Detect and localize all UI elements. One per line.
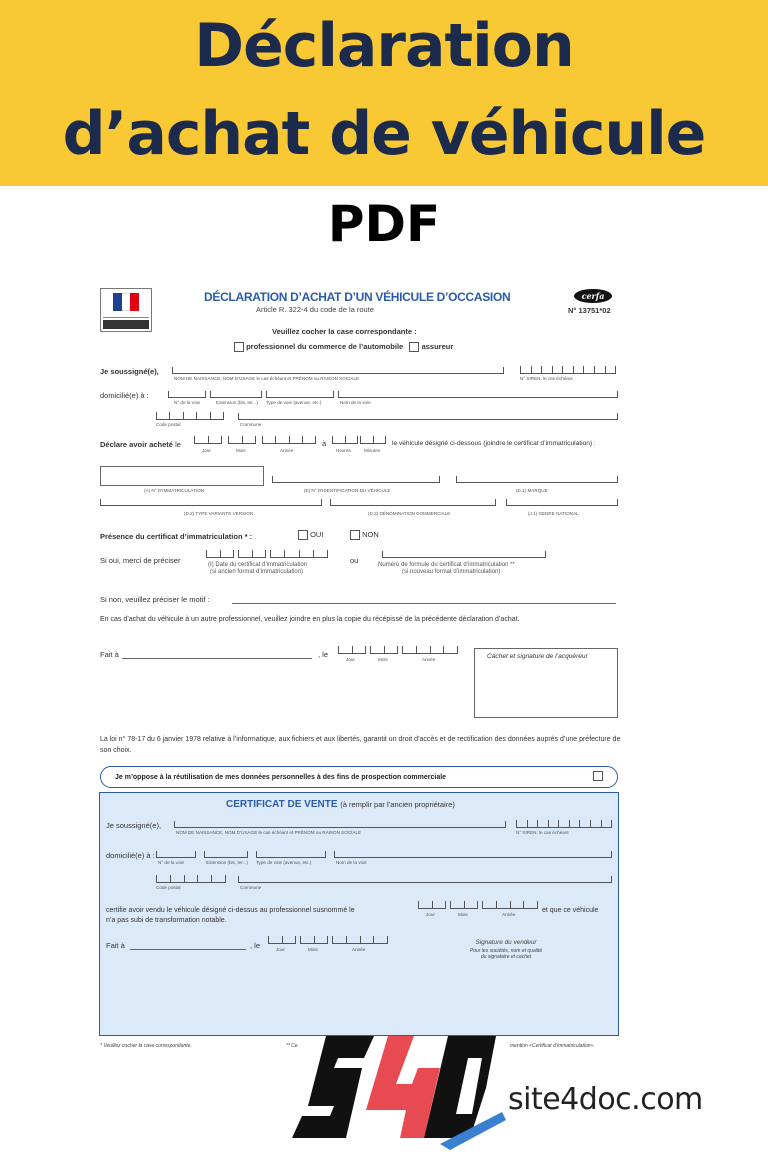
option-assureur-label: assureur xyxy=(421,342,454,351)
declare-row xyxy=(100,440,181,449)
loi-text: La loi n° 78-17 du 6 janvier 1978 relative à l’informatique, aux fichiers et aux libertés, garantit un droit d’accès et de rectification des données auprès d’une préfecture de son choix. xyxy=(100,736,621,754)
footnote-3: mention «Certificat d’immatriculation». xyxy=(510,1043,595,1049)
field-d3-box[interactable] xyxy=(330,499,496,506)
field-a-box[interactable] xyxy=(100,466,264,486)
vente-commune-field[interactable] xyxy=(238,876,612,883)
cerfa-logo-icon: cerfa xyxy=(574,289,612,303)
vente-name-caption: NOM DE NAISSANCE, NOM D’USAGE le cas échéant et PRÉNOM ou RAISON SOCIALE xyxy=(176,830,362,835)
name-caption: NOM DE NAISSANCE, NOM D’USAGE le cas échéant et PRÉNOM ou RAISON SOCIALE xyxy=(174,376,360,381)
cachet-label: Cachet et signature de l’acquéreur xyxy=(487,653,588,660)
field-a-caption: (A) N° D’IMMATRICULATION xyxy=(144,488,205,493)
date-mois-caption: Mois xyxy=(236,448,246,453)
motif-field[interactable] xyxy=(232,603,616,604)
presence-label: Présence du certificat d’immatriculation * : xyxy=(100,532,253,541)
cerfa-form-image xyxy=(96,280,626,1055)
addr-ext-caption: Extension (bis, ter...) xyxy=(216,400,258,405)
commune-caption: Commune xyxy=(240,422,262,427)
fait-annee-caption: Année xyxy=(422,657,436,662)
banner-title-line2: d’achat de véhicule xyxy=(62,99,706,169)
s4d-logo-icon xyxy=(290,1028,510,1152)
vente-fait-day[interactable] xyxy=(268,936,296,944)
addr-type-field[interactable] xyxy=(266,391,334,398)
declare-rest: le véhicule désigné ci-dessous (joindre le certificat d’immatriculation) : xyxy=(392,440,596,447)
siren-caption: N° SIREN, le cas échéant xyxy=(520,376,573,381)
vente-signature-sub2: du signataire et cachet xyxy=(480,954,532,960)
checkbox-non[interactable] xyxy=(350,530,360,540)
addr-type-caption: Type de voie (avenue, etc.) xyxy=(266,400,322,405)
soussigne-label: Je soussigné(e), xyxy=(100,367,159,376)
vente-jour-caption: Jour xyxy=(426,912,435,917)
checkbox-oppose[interactable] xyxy=(593,771,603,781)
cert-number-field[interactable] xyxy=(382,551,546,558)
vente-day[interactable] xyxy=(418,901,446,909)
vente-soussigne-label: Je soussigné(e), xyxy=(106,821,162,830)
fait-month[interactable] xyxy=(370,646,398,654)
addr-name-field[interactable] xyxy=(338,391,618,398)
vente-sub: (à remplir par l’ancien propriétaire) xyxy=(340,800,455,809)
vente-siren-caption: N° SIREN, le cas échéant xyxy=(516,830,569,835)
cert-num-caption-1: Numéro de formule du certificat d’immatriculation ** xyxy=(378,562,515,568)
footnote-2: ** Ce xyxy=(286,1043,298,1049)
fait-jour-caption: Jour xyxy=(346,657,355,662)
checkbox-assureur[interactable] xyxy=(409,342,419,352)
cerfa-number: N° 13751*02 xyxy=(568,306,611,315)
pdf-label: PDF xyxy=(327,195,441,253)
fait-a-label: Fait à xyxy=(100,650,119,659)
vente-commune-caption: Commune xyxy=(240,885,262,890)
ou-label: ou xyxy=(350,556,359,565)
vente-postal-caption: Code postal xyxy=(156,885,181,890)
vente-postal-field[interactable] xyxy=(156,875,226,883)
cert-date-caption-2: (si ancien format d’immatriculation) xyxy=(210,569,304,575)
buyer-type-options xyxy=(234,342,453,352)
cachet-box[interactable] xyxy=(474,648,618,718)
fait-day[interactable] xyxy=(338,646,366,654)
presence-oui xyxy=(298,530,323,540)
vente-certifie-2: n’a pas subi de transformation notable. xyxy=(106,917,227,924)
si-oui-label: Si oui, merci de préciser xyxy=(100,556,181,565)
certificat-vente-section xyxy=(99,792,619,1036)
vente-signature-sub1: Pour les sociétés, nom et qualité xyxy=(469,948,543,954)
cert-date-caption-1: (I) Date du certificat d’immatriculation xyxy=(208,562,308,568)
vente-fait-jour-caption: Jour xyxy=(276,947,285,952)
field-d3-caption: (D.3) DÉNOMINATION COMMERCIALE xyxy=(368,511,451,516)
purchase-month[interactable] xyxy=(228,436,256,444)
vente-signature-label: Signature du vendeur xyxy=(475,939,537,946)
vente-fait-year[interactable] xyxy=(332,936,388,944)
postal-caption: Code postal xyxy=(156,422,181,427)
date-jour-caption: Jour xyxy=(202,448,211,453)
vente-addr-ext[interactable] xyxy=(204,851,248,858)
cert-num-caption-2: (si nouveau format d’immatriculation) xyxy=(402,569,501,575)
vente-month[interactable] xyxy=(450,901,478,909)
commune-field[interactable] xyxy=(238,413,618,420)
vente-addr-name-caption: Nom de la voie xyxy=(336,860,367,865)
presence-non xyxy=(350,530,379,540)
time-minutes-caption: Minutes xyxy=(364,448,381,453)
vente-title: CERTIFICAT DE VENTE xyxy=(226,799,338,810)
time-heures-caption: Heures xyxy=(336,448,351,453)
fait-le-label: , le xyxy=(318,650,329,659)
title-banner xyxy=(0,0,768,186)
purchase-minutes[interactable] xyxy=(360,436,386,444)
vente-addr-type-caption: Type de voie (avenue, etc.) xyxy=(256,860,312,865)
field-d1-caption: (D.1) MARQUE xyxy=(516,488,548,493)
cert-month[interactable] xyxy=(238,550,266,558)
date-annee-caption: Année xyxy=(280,448,294,453)
logo-letter-s xyxy=(292,1036,374,1138)
vente-title-row xyxy=(226,799,455,810)
vente-certifie: certifie avoir vendu le véhicule désigné ci-dessus au professionnel susnommé le xyxy=(106,907,355,914)
vente-domicile-label: domicilié(e) à : xyxy=(106,851,155,860)
vente-fait-mois-caption: Mois xyxy=(308,947,318,952)
form-article: Article R. 322-4 du code de la route xyxy=(256,305,374,314)
vente-fait-a-label: Fait à xyxy=(106,941,125,950)
form-title: DÉCLARATION D’ACHAT D’UN VÉHICULE D’OCCASION xyxy=(204,290,511,304)
field-d1-box[interactable] xyxy=(456,476,618,483)
fait-a-field[interactable] xyxy=(122,658,312,659)
cert-day[interactable] xyxy=(206,550,234,558)
option-pro-label: professionnel du commerce de l’automobile xyxy=(246,342,404,351)
vente-addr-num[interactable] xyxy=(156,851,196,858)
field-d2-caption: (D.2) TYPE VARIANTE VERSION xyxy=(184,511,254,516)
declare-a: à xyxy=(322,439,327,448)
vente-certifie-end: et que ce véhicule xyxy=(542,907,599,914)
vente-annee-caption: Année xyxy=(502,912,516,917)
vente-addr-ext-caption: Extension (bis, ter...) xyxy=(206,860,248,865)
vente-fait-a-field[interactable] xyxy=(130,949,246,950)
vente-addr-num-caption: N° de la voie xyxy=(158,860,185,865)
domicile-label: domicilié(e) à : xyxy=(100,391,149,400)
fait-year[interactable] xyxy=(402,646,458,654)
vente-name-field[interactable] xyxy=(174,821,506,828)
vente-fait-month[interactable] xyxy=(300,936,328,944)
vente-fait-le-label: , le xyxy=(250,941,261,950)
checkbox-oui[interactable] xyxy=(298,530,308,540)
autre-pro-note: En cas d’achat du véhicule à un autre professionnel, veuillez joindre en plus la copie du récépissé de la précédente déclaration d’achat. xyxy=(100,616,520,623)
declare-le: le xyxy=(175,440,181,449)
field-e-caption: (E) N° D’IDENTIFICATION DU VÉHICULE xyxy=(304,488,391,493)
vente-addr-name[interactable] xyxy=(334,851,612,858)
oppose-label: Je m’oppose à la réutilisation de mes données personnelles à des fins de prospection commerciale xyxy=(115,774,447,781)
field-j1-caption: (J.1) GENRE NATIONAL xyxy=(528,511,579,516)
footnote-1: * Veuillez cocher la case correspondante. xyxy=(100,1043,192,1049)
si-non-label: Si non, veuillez préciser le motif : xyxy=(100,595,210,604)
declare-label: Déclare avoir acheté xyxy=(100,440,173,449)
purchase-hours[interactable] xyxy=(332,436,358,444)
field-j1-box[interactable] xyxy=(506,499,618,506)
marianne-logo-icon xyxy=(100,288,152,332)
check-instruction: Veuillez cocher la case correspondante : xyxy=(272,327,417,336)
postal-code-field[interactable] xyxy=(156,412,224,420)
siren-field[interactable] xyxy=(520,366,616,374)
addr-name-caption: Nom de la voie xyxy=(340,400,371,405)
vente-addr-type[interactable] xyxy=(256,851,326,858)
vente-year[interactable] xyxy=(482,901,538,909)
field-e-box[interactable] xyxy=(272,476,440,483)
vente-mois-caption: Mois xyxy=(458,912,468,917)
vente-siren-field[interactable] xyxy=(516,820,612,828)
purchase-day[interactable] xyxy=(194,436,222,444)
banner-title-line1: Déclaration xyxy=(194,11,574,81)
purchase-year[interactable] xyxy=(262,436,316,444)
non-label: NON xyxy=(362,530,379,539)
vente-fait-annee-caption: Année xyxy=(352,947,366,952)
oui-label: OUI xyxy=(310,530,324,539)
addr-num-caption: N° de la voie xyxy=(174,400,201,405)
brand-site-name[interactable]: site4doc.com xyxy=(508,1082,703,1117)
cert-year[interactable] xyxy=(270,550,328,558)
addr-num-field[interactable] xyxy=(168,391,206,398)
fait-mois-caption: Mois xyxy=(378,657,388,662)
field-d2-box[interactable] xyxy=(100,499,322,506)
name-field[interactable] xyxy=(172,367,504,374)
oppose-box[interactable] xyxy=(100,766,618,788)
addr-ext-field[interactable] xyxy=(210,391,262,398)
checkbox-pro[interactable] xyxy=(234,342,244,352)
